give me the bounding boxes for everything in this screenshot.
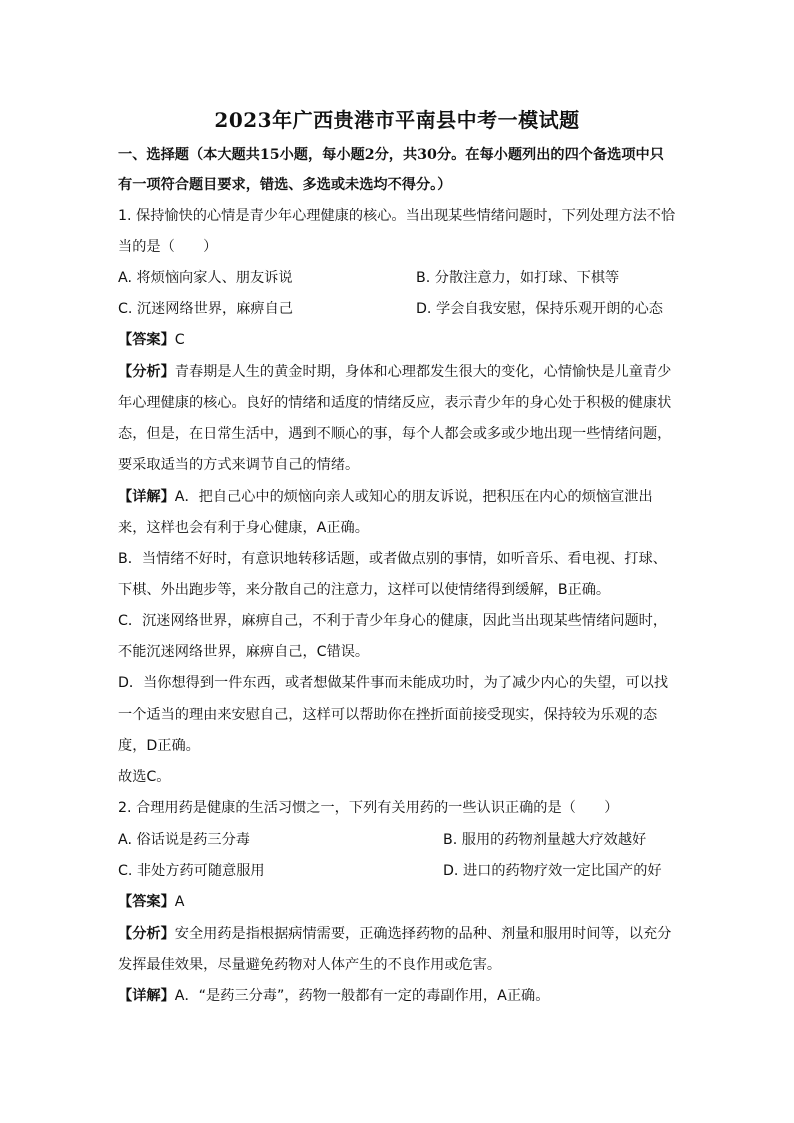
- q1-detail-line-7: D．当你想得到一件东西，或者想做某件事而未能成功时，为了减少内心的失望，可以找: [118, 675, 669, 691]
- q2-analysis-text-1: 安全用药是指根据病情需要，正确选择药物的品种、剂量和服用时间等，以充分: [174, 926, 672, 942]
- q1-detail-line-6: 不能沉迷网络世界，麻痹自己，C错误。: [118, 644, 370, 660]
- q1-answer-line: [118, 330, 185, 350]
- analysis-tag: 【分析】: [118, 364, 175, 380]
- q1-detail-line-5: C．沉迷网络世界，麻痹自己，不利于青少年身心的健康，因此当出现某些情绪问题时，: [118, 613, 668, 629]
- q1-option-d: D. 学会自我安慰，保持乐观开朗的心态: [416, 301, 663, 317]
- q1-analysis-text-1: 青春期是人生的黄金时期，身体和心理都发生很大的变化，心情愉快是儿童青少: [174, 364, 672, 380]
- q2-option-c: C. 非处方药可随意服用: [118, 863, 265, 879]
- page-title: 2023年广西贵港市平南县中考一模试题: [214, 108, 580, 132]
- q1-analysis-line-3: 态，但是，在日常生活中，遇到不顺心的事，每个人都会或多或少地出现一些情绪问题，: [118, 426, 672, 442]
- q1-conclusion: 故选C。: [118, 769, 171, 785]
- analysis-tag: 【分析】: [118, 926, 175, 942]
- q1-detail-line-3: B．当情绪不好时，有意识地转移话题，或者做点别的事情，如听音乐、看电视、打球、: [118, 551, 667, 567]
- q1-analysis-line-1: [118, 362, 671, 382]
- q2-option-b: B. 服用的药物剂量越大疗效越好: [443, 832, 647, 848]
- answer-tag: 【答案】: [118, 332, 175, 348]
- q1-detail-line-8: 一个适当的理由来安慰自己，这样可以帮助你在挫折面前接受现实，保持较为乐观的态: [118, 707, 658, 723]
- q1-analysis-line-2: 年心理健康的核心。良好的情绪和适度的情绪反应，表示青少年的身心处于积极的健康状: [118, 395, 672, 411]
- q1-stem-line-2: 当的是（ ）: [118, 239, 218, 255]
- q1-option-c: C. 沉迷网络世界，麻痹自己: [118, 301, 293, 317]
- q1-detail-line-2: 来，这样也会有利于身心健康，A正确。: [118, 520, 369, 536]
- q1-detail-text-1: A．把自己心中的烦恼向亲人或知心的朋友诉说，把积压在内心的烦恼宣泄出: [174, 489, 653, 505]
- q2-stem-line-1: 2. 合理用药是健康的生活习惯之一，下列有关用药的一些认识正确的是（ ）: [118, 800, 619, 816]
- q2-analysis-line-2: 发挥最佳效果，尽量避免药物对人体产生的不良作用或危害。: [118, 957, 502, 973]
- answer-tag: 【答案】: [118, 894, 175, 910]
- q1-detail-line-4: 下棋、外出跑步等，来分散自己的注意力，这样可以使情绪得到缓解，B正确。: [118, 582, 611, 598]
- q2-answer-value: A: [174, 894, 185, 910]
- q1-stem-line-1: 1. 保持愉快的心情是青少年心理健康的核心。当出现某些情绪问题时，下列处理方法不恰: [118, 208, 676, 224]
- detail-tag: 【详解】: [118, 988, 175, 1004]
- q1-analysis-line-4: 要采取适当的方式来调节自己的情绪。: [118, 457, 360, 473]
- q2-detail-line-1: [118, 986, 549, 1006]
- q1-detail-line-1: [118, 487, 653, 507]
- q2-option-d: D. 进口的药物疗效一定比国产的好: [443, 863, 662, 879]
- q1-option-a: A. 将烦恼向家人、朋友诉说: [118, 270, 293, 286]
- q1-detail-line-9: 度，D正确。: [118, 738, 200, 754]
- section-header-line-2: 有一项符合题目要求，错选、多选或未选均不得分。）: [118, 177, 452, 193]
- section-header-line-1: 一、选择题（本大题共15小题，每小题2分，共30分。在每小题列出的四个备选项中只: [118, 147, 664, 163]
- detail-tag: 【详解】: [118, 489, 175, 505]
- q2-option-a: A. 俗话说是药三分毒: [118, 832, 250, 848]
- q1-option-b: B. 分散注意力，如打球、下棋等: [416, 270, 620, 286]
- q2-detail-text-1: A．“是药三分毒”，药物一般都有一定的毒副作用，A正确。: [174, 988, 550, 1004]
- q2-answer-line: [118, 892, 184, 912]
- q2-analysis-line-1: [118, 924, 671, 944]
- q1-answer-value: C: [174, 332, 185, 348]
